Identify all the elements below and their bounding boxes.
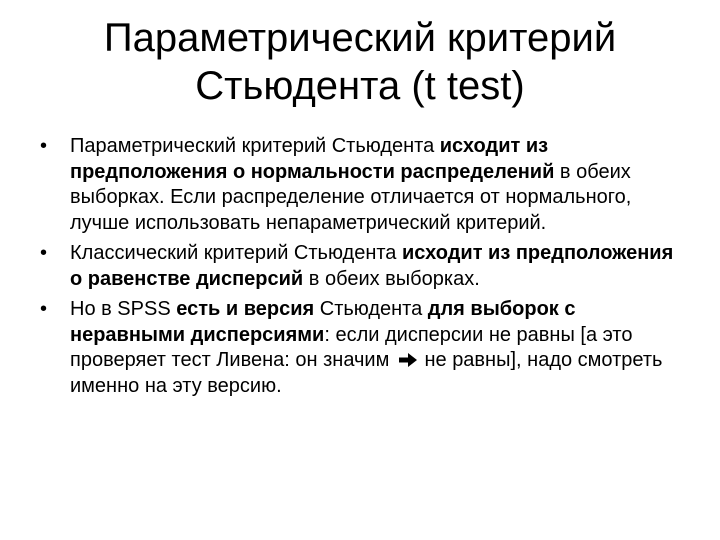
bullet-mark: •: [40, 135, 48, 157]
slide-title-line-2: Стьюдента (t test): [195, 64, 525, 108]
bullet-1-text: Параметрический критерий Стьюдента: [70, 135, 440, 157]
bullet-mark: •: [40, 242, 48, 264]
bullet-2-text: Классический критерий Стьюдента: [70, 242, 402, 264]
bullet-list: [38, 134, 688, 399]
bullet-mark: •: [40, 298, 48, 320]
slide-title-line-1: Параметрический критерий: [103, 16, 617, 60]
bullet-1-emphasis: исходит из предположения о нормальности распределений: [70, 135, 555, 183]
bullet-item-2: [38, 241, 688, 292]
bullet-3-emphasis-1: есть и версия: [176, 298, 315, 320]
bullet-3-text-cont: : если дисперсии не равны [а это проверяет тест Ливена: он значим: [70, 323, 633, 371]
bullet-3-text: Но в SPSS: [70, 298, 177, 320]
bullet-3-text-mid: Стьюдента: [314, 298, 428, 320]
bullet-2-text-end: в обеих выборках.: [303, 267, 480, 290]
right-arrow-icon: [399, 353, 417, 367]
bullet-3-emphasis-2: для выборок с неравными дисперсиями: [70, 298, 576, 346]
bullet-1-text-end: в обеих выборках. Если распределение отличается от нормального, лучше использовать непараметрический критерий.: [70, 160, 632, 234]
bullet-3-text-end: не равны], надо смотреть именно на эту версию.: [70, 349, 663, 397]
bullet-2-emphasis: исходит из предположения о равенстве дисперсий: [70, 242, 674, 290]
slide-title: [40, 14, 680, 110]
bullet-item-3: [38, 297, 688, 399]
bullet-item-1: [38, 134, 688, 236]
